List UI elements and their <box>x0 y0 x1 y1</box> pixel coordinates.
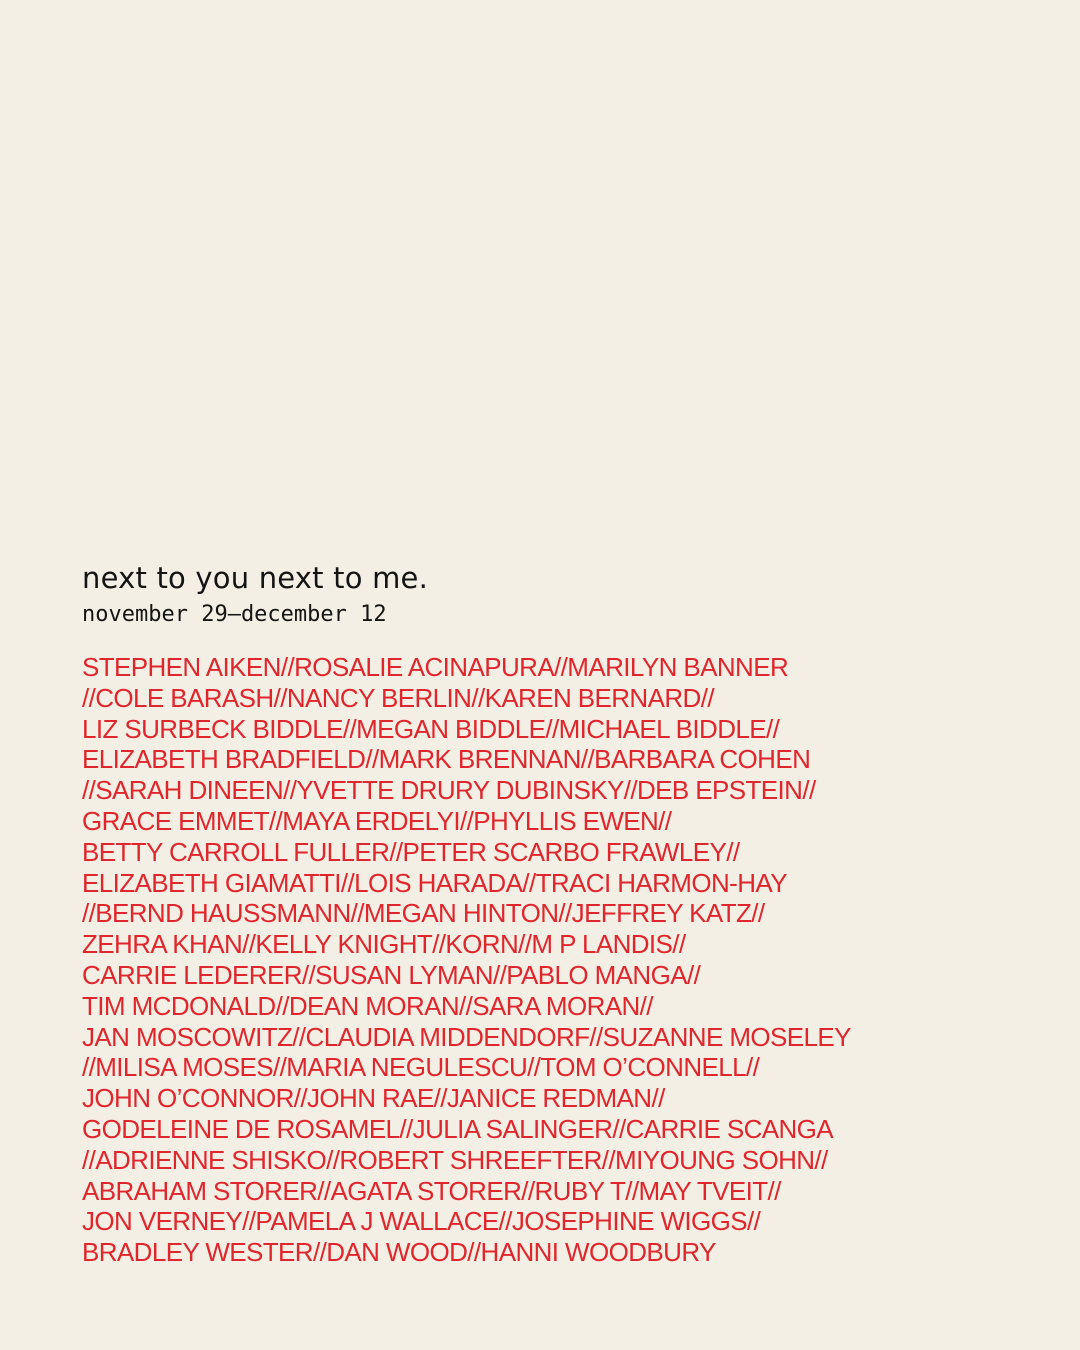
exhibition-title: next to you next to me. <box>82 561 429 595</box>
artist-line: //MILISA MOSES//MARIA NEGULESCU//TOM O’CONNELL// <box>82 1052 760 1083</box>
artist-line: ABRAHAM STORER//AGATA STORER//RUBY T//MAY TVEIT// <box>82 1175 781 1206</box>
artist-line: BRADLEY WESTER//DAN WOOD//HANNI WOODBURY <box>82 1237 716 1268</box>
artist-line: //COLE BARASH//NANCY BERLIN//KAREN BERNARD// <box>82 682 714 713</box>
artist-line: TIM MCDONALD//DEAN MORAN//SARA MORAN// <box>82 990 653 1021</box>
artist-list <box>82 652 1042 1268</box>
artist-line: CARRIE LEDERER//SUSAN LYMAN//PABLO MANGA// <box>82 959 701 990</box>
artist-line: ZEHRA KHAN//KELLY KNIGHT//KORN//M P LANDIS// <box>82 929 686 960</box>
artist-line: //ADRIENNE SHISKO//ROBERT SHREEFTER//MIYOUNG SOHN// <box>82 1144 828 1175</box>
exhibition-dates: november 29–december 12 <box>82 602 387 627</box>
artist-line: //SARAH DINEEN//YVETTE DRURY DUBINSKY//DEB EPSTEIN// <box>82 775 816 806</box>
artist-line: JAN MOSCOWITZ//CLAUDIA MIDDENDORF//SUZANNE MOSELEY <box>82 1021 851 1052</box>
artist-line: //BERND HAUSSMANN//MEGAN HINTON//JEFFREY KATZ// <box>82 898 765 929</box>
artist-line: LIZ SURBECK BIDDLE//MEGAN BIDDLE//MICHAEL BIDDLE// <box>82 713 780 744</box>
artist-line: GODELEINE DE ROSAMEL//JULIA SALINGER//CARRIE SCANGA <box>82 1113 834 1144</box>
artist-line: JON VERNEY//PAMELA J WALLACE//JOSEPHINE WIGGS// <box>82 1206 761 1237</box>
artist-line: JOHN O’CONNOR//JOHN RAE//JANICE REDMAN// <box>82 1083 665 1114</box>
artist-line: ELIZABETH BRADFIELD//MARK BRENNAN//BARBARA COHEN <box>82 744 811 775</box>
artist-line: GRACE EMMET//MAYA ERDELYI//PHYLLIS EWEN// <box>82 805 672 836</box>
artist-line: ELIZABETH GIAMATTI//LOIS HARADA//TRACI HARMON-HAY <box>82 867 787 898</box>
artist-line: STEPHEN AIKEN//ROSALIE ACINAPURA//MARILYN BANNER <box>82 652 789 682</box>
artist-line: BETTY CARROLL FULLER//PETER SCARBO FRAWLEY// <box>82 836 740 867</box>
exhibition-poster <box>82 558 1042 1268</box>
